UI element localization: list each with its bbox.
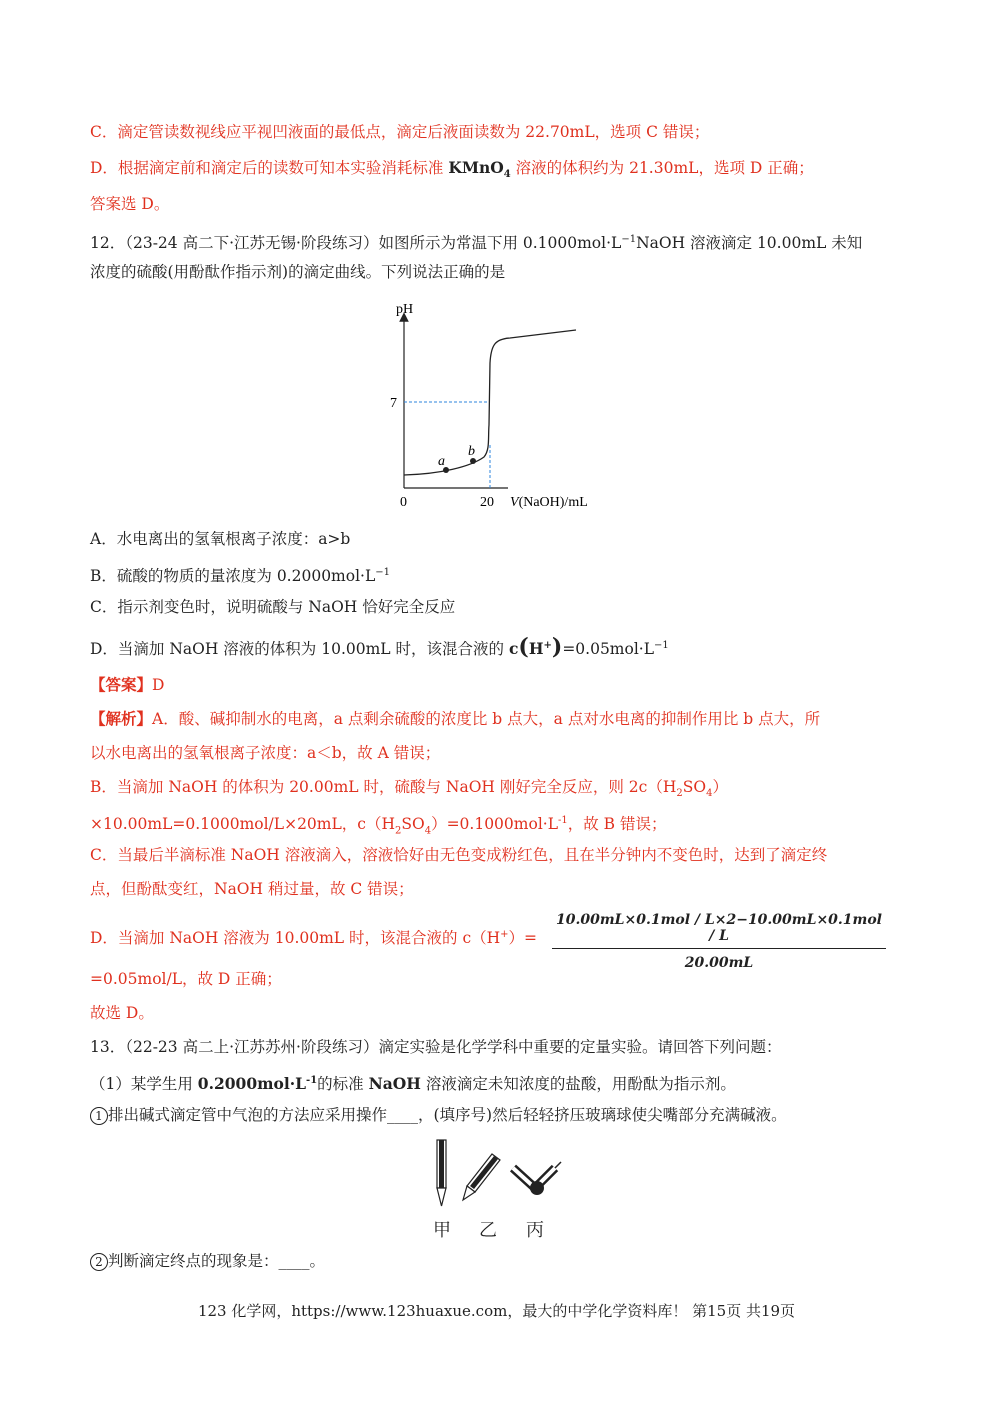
origin-label: 0 (400, 495, 407, 510)
x-tick-20: 20 (480, 495, 494, 510)
text-line: C．滴定管读数视线应平视凹液面的最低点，滴定后液面读数为 22.70mL，选项 C 错误； (90, 123, 710, 141)
circled-number: 2 (90, 1253, 108, 1271)
analysis-line: 【解析】A．酸、碱抑制水的电离，a 点剩余硫酸的浓度比 b 点大，a 点对水电离的抑制作用比 b 点大，所 (90, 709, 821, 728)
question-13-item2: 2 判断滴定终点的现象是：____。 (90, 1251, 325, 1271)
text-line: D．根据滴定前和滴定后的读数可知本实验消耗标准 KMnO$_4$ 溶液的体积约为 21.30mL，选项 D 正确； (90, 158, 814, 181)
analysis-line: =0.05mol/L，故 D 正确； (90, 970, 282, 988)
analysis-line: 故选 D。 (90, 1004, 154, 1022)
question-13-part1: （1）某学生用 $0.2000mol\cdot L^{-1}$的标准 NaOH 溶液滴定未知浓度的盐酸，用酚酞为指示剂。 (90, 1074, 736, 1094)
x-axis-label: V(NaOH)/mL (510, 495, 588, 510)
question-12-cont: 浓度的硫酸(用酚酞作指示剂)的滴定曲线。下列说法正确的是 (90, 263, 506, 281)
burette-figure (425, 1138, 565, 1210)
question-13: 13．（22-23 高二上·江苏苏州·阶段练习）滴定实验是化学学科中重要的定量实验。请回答下列问题： (90, 1038, 782, 1056)
burette-bing (513, 1162, 561, 1195)
burette-jia (437, 1140, 446, 1206)
text-line: 答案选 D。 (90, 195, 170, 213)
option-a: A．水电离出的氢氧根离子浓度：a>b (90, 530, 351, 548)
caption-jia: 甲 (433, 1220, 451, 1241)
caption-yi: 乙 (479, 1220, 497, 1241)
option-d: D．当滴加 NaOH 溶液的体积为 10.00mL 时，该混合液的 $c(H^+)=0.05mol\cdot L^{-1}$ (90, 634, 669, 661)
question-13-item1: 1 排出碱式滴定管中气泡的方法应采用操作____，(填序号)然后轻轻挤压玻璃球使尖嘴部分充满碱液。 (90, 1105, 787, 1125)
option-b: B．硫酸的物质的量浓度为 $0.2000mol\cdot L^{-1}$ (90, 567, 391, 586)
analysis-line: 点，但酚酞变红，NaOH 稍过量，故 C 错误； (90, 880, 414, 898)
point-b-label: b (468, 444, 475, 459)
analysis-line: ×10.00mL=0.1000mol/L×20mL，$c(H_2SO_4)=0.1000mol\cdot L^{-1}$，故 B 错误； (90, 815, 667, 837)
burette-yi (463, 1154, 500, 1200)
fraction-numerator: 10.00mL×0.1mol / L×2−10.00mL×0.1mol / L (552, 912, 886, 949)
fraction-formula (552, 912, 886, 971)
option-c: C．指示剂变色时，说明硫酸与 NaOH 恰好完全反应 (90, 598, 456, 616)
fraction-denominator: 20.00mL (684, 955, 754, 971)
answer-line: 【答案】D (90, 675, 165, 694)
page-footer: 123 化学网，https://www.123huaxue.com，最大的中学化学资料库！ 第15页 共19页 (197, 1302, 796, 1320)
titration-curve-figure (380, 295, 620, 520)
y-tick-7: 7 (390, 396, 397, 411)
analysis-line: D．当滴加 NaOH 溶液为 10.00mL 时，该混合液的 c（H+）= (90, 929, 538, 948)
analysis-line: 以水电离出的氢氧根离子浓度：a＜b，故 A 错误； (90, 744, 441, 762)
analysis-line: B．当滴加 NaOH 的体积为 20.00mL 时，硫酸与 NaOH 刚好完全反应，则 $2c(H_2SO_4)$ (90, 778, 728, 800)
circled-number: 1 (90, 1107, 108, 1125)
y-axis-label: pH (396, 302, 414, 317)
question-12: 12．（23-24 高二下·江苏无锡·阶段练习）如图所示为常温下用 $0.1000mol\cdot L^{-1}NaOH$ 溶液滴定 10.00mL 未知 (90, 234, 863, 253)
point-a-label: a (438, 454, 445, 469)
caption-bing: 丙 (526, 1220, 544, 1241)
analysis-line: C．当最后半滴标准 NaOH 溶液滴入，溶液恰好由无色变成粉红色，且在半分钟内不变色时，达到了滴定终 (90, 846, 828, 864)
